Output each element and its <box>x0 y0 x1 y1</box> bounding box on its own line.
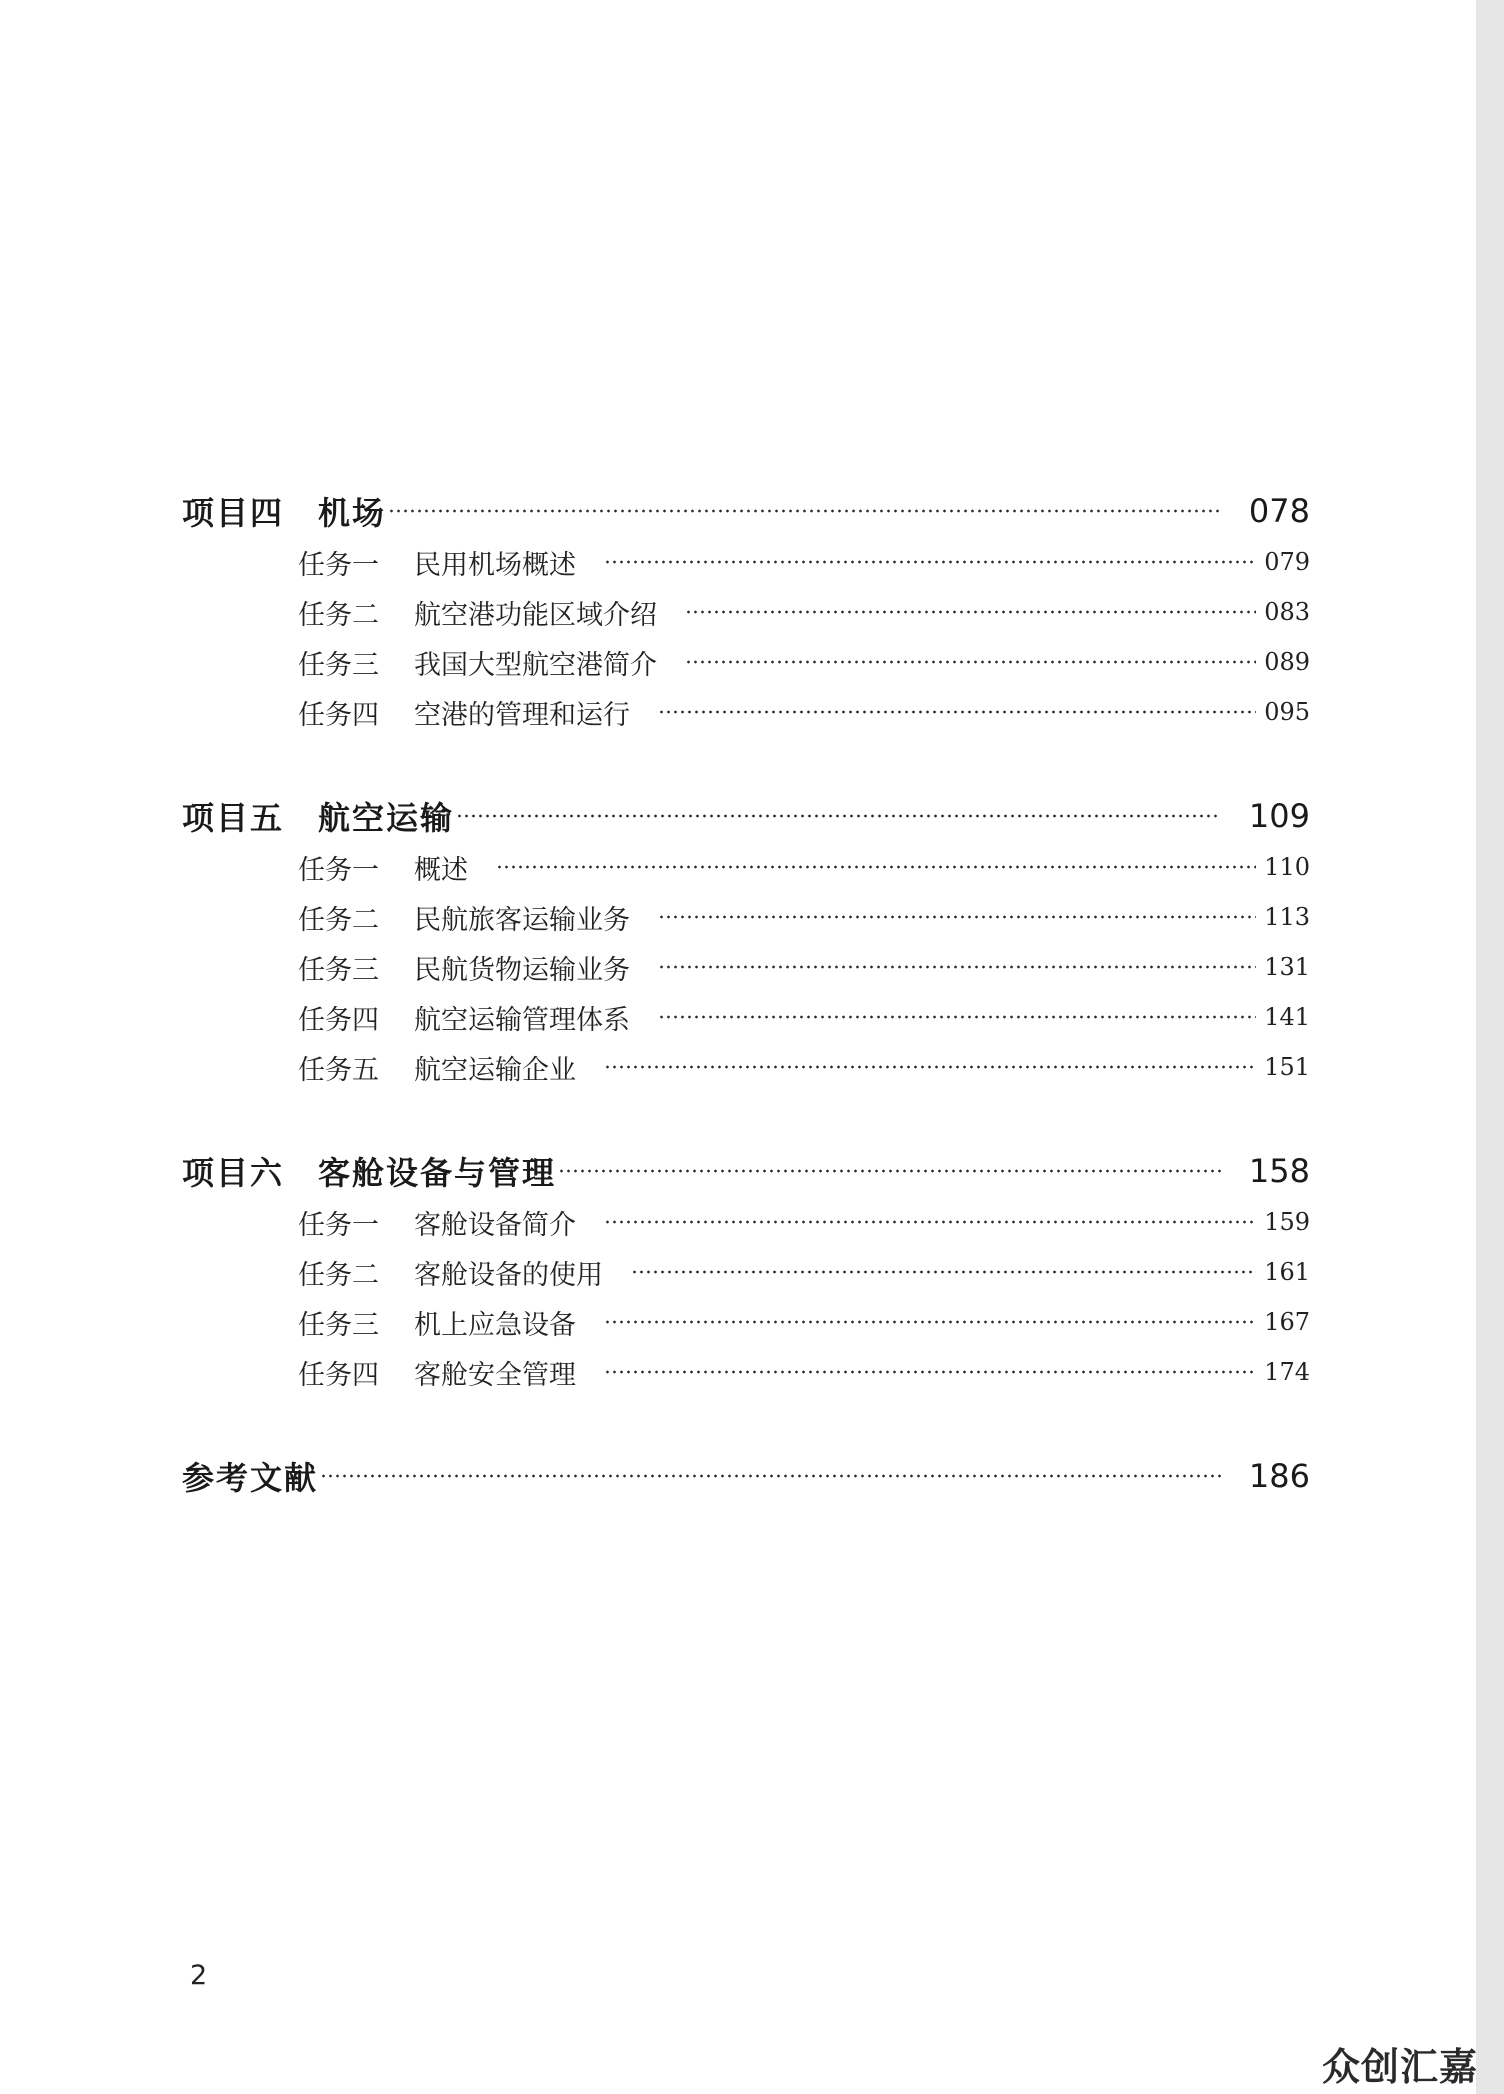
dot-leader <box>496 865 1256 869</box>
page-number: 131 <box>1264 953 1310 981</box>
toc-project-entry[interactable] <box>182 792 1310 840</box>
dot-leader <box>604 1065 1256 1069</box>
page-number: 174 <box>1264 1358 1310 1386</box>
toc-task-entry[interactable] <box>298 541 1310 583</box>
page-number: 089 <box>1264 648 1310 676</box>
toc-task-entry[interactable] <box>298 691 1310 733</box>
task-number: 任务五 <box>298 1054 379 1086</box>
dot-leader <box>631 1270 1256 1274</box>
task-title: 机上应急设备 <box>414 1309 576 1341</box>
task-title: 民航旅客运输业务 <box>414 904 630 936</box>
page-number: 161 <box>1264 1258 1310 1286</box>
task-number: 任务一 <box>298 1209 379 1241</box>
toc-task-entry[interactable] <box>298 946 1310 988</box>
page-number: 141 <box>1264 1003 1310 1031</box>
page-number: 186 <box>1248 1457 1310 1495</box>
dot-leader <box>658 965 1256 969</box>
toc-task-entry[interactable] <box>298 1251 1310 1293</box>
task-number: 任务三 <box>298 649 379 681</box>
page-edge-strip <box>1476 0 1504 2094</box>
task-number: 任务二 <box>298 904 379 936</box>
task-number: 任务三 <box>298 954 379 986</box>
watermark-logo: 众创汇嘉 <box>1322 2045 1479 2089</box>
footer-page-number: 2 <box>190 1960 208 1991</box>
task-number: 任务四 <box>298 1004 379 1036</box>
page-number: 158 <box>1248 1152 1310 1190</box>
task-title: 航空港功能区域介绍 <box>414 599 657 631</box>
task-number: 任务一 <box>298 854 379 886</box>
task-title: 我国大型航空港简介 <box>414 649 657 681</box>
dot-leader <box>456 814 1221 818</box>
task-title: 航空运输管理体系 <box>414 1004 630 1036</box>
toc-task-entry[interactable] <box>298 1046 1310 1088</box>
project-title: 项目四 机场 <box>182 494 387 532</box>
task-number: 任务二 <box>298 1259 379 1291</box>
toc-task-entry[interactable] <box>298 1201 1310 1243</box>
toc-task-entry[interactable] <box>298 1351 1310 1393</box>
dot-leader <box>658 915 1256 919</box>
task-title: 客舱设备的使用 <box>414 1259 603 1291</box>
toc-task-entry[interactable] <box>298 591 1310 633</box>
task-number: 任务四 <box>298 699 379 731</box>
page-number: 113 <box>1264 903 1310 931</box>
task-title: 民用机场概述 <box>414 549 576 581</box>
dot-leader <box>658 710 1256 714</box>
task-title: 客舱安全管理 <box>414 1359 576 1391</box>
project-title: 项目五 航空运输 <box>182 799 455 837</box>
dot-leader <box>685 610 1256 614</box>
task-number: 任务三 <box>298 1309 379 1341</box>
task-title: 空港的管理和运行 <box>414 699 630 731</box>
dot-leader <box>604 560 1256 564</box>
dot-leader <box>388 509 1221 513</box>
project-title: 项目六 客舱设备与管理 <box>182 1154 557 1192</box>
page-number: 078 <box>1248 492 1310 530</box>
task-title: 民航货物运输业务 <box>414 954 630 986</box>
page-number: 095 <box>1264 698 1310 726</box>
references-title: 参考文献 <box>182 1459 319 1497</box>
toc-task-entry[interactable] <box>298 846 1310 888</box>
toc-task-entry[interactable] <box>298 641 1310 683</box>
dot-leader <box>604 1320 1256 1324</box>
dot-leader <box>558 1169 1221 1173</box>
toc-project-entry[interactable] <box>182 487 1310 535</box>
dot-leader <box>658 1015 1256 1019</box>
page-number: 151 <box>1264 1053 1310 1081</box>
dot-leader <box>604 1220 1256 1224</box>
page-number: 159 <box>1264 1208 1310 1236</box>
page-number: 110 <box>1264 853 1310 881</box>
task-title: 航空运输企业 <box>414 1054 576 1086</box>
toc-task-entry[interactable] <box>298 896 1310 938</box>
toc-task-entry[interactable] <box>298 996 1310 1038</box>
page-number: 079 <box>1264 548 1310 576</box>
page-number: 167 <box>1264 1308 1310 1336</box>
page-number: 109 <box>1248 797 1310 835</box>
page-number: 083 <box>1264 598 1310 626</box>
dot-leader <box>685 660 1256 664</box>
task-number: 任务四 <box>298 1359 379 1391</box>
toc-task-entry[interactable] <box>298 1301 1310 1343</box>
task-number: 任务二 <box>298 599 379 631</box>
toc-references-entry[interactable] <box>182 1452 1310 1500</box>
dot-leader <box>604 1370 1256 1374</box>
task-number: 任务一 <box>298 549 379 581</box>
task-title: 客舱设备简介 <box>414 1209 576 1241</box>
task-title: 概述 <box>414 854 468 886</box>
dot-leader <box>320 1474 1221 1478</box>
toc-project-entry[interactable] <box>182 1147 1310 1195</box>
